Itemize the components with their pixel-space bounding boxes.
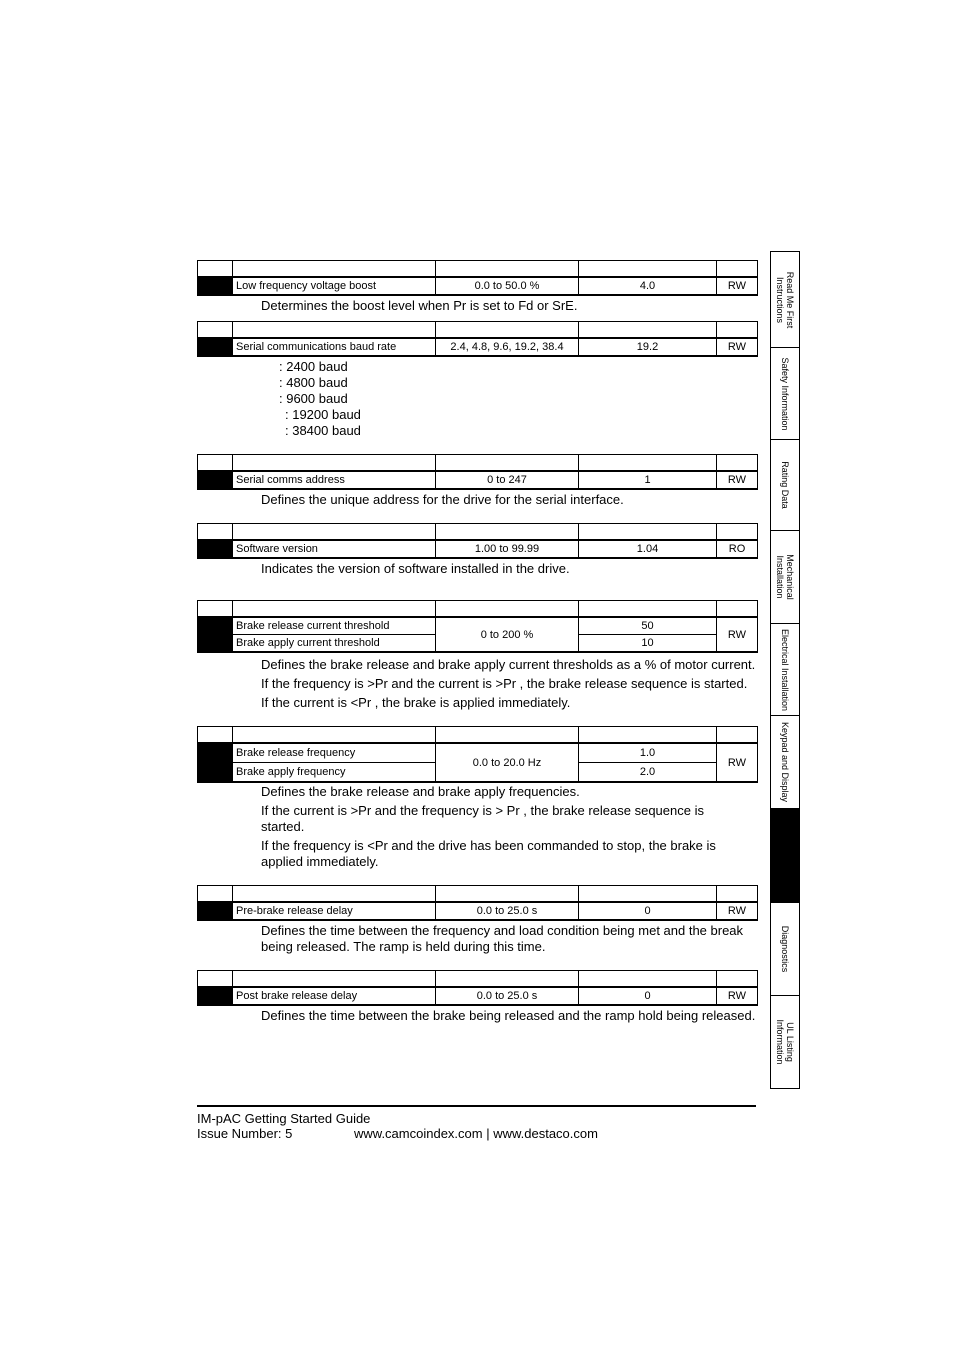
param-description: Defines the unique address for the drive for the serial interface. [261,492,624,507]
param-default: 1.04 [579,540,717,558]
param-default: 0 [579,987,717,1005]
param-name: Brake apply frequency [233,763,436,783]
param-description: Defines the brake release and brake apply frequencies. [261,784,580,799]
param-description: Indicates the version of software installed in the drive. [261,561,570,576]
param-table-brake-frequency [197,726,758,783]
param-default: 1.0 [579,743,717,763]
param-access: RW [717,277,758,295]
param-range: 0.0 to 25.0 s [436,987,579,1005]
footer-issue-number: Issue Number: 5 [197,1126,293,1141]
param-default: 0 [579,902,717,920]
param-range: 0.0 to 25.0 s [436,902,579,920]
tab-current-chapter[interactable] [771,809,799,903]
param-access: RW [717,987,758,1005]
param-number-cell [198,987,233,1005]
param-number-cell [198,902,233,920]
param-name: Post brake release delay [233,987,436,1005]
param-access: RW [717,617,758,652]
baud-option: : 2400 baud [279,359,348,374]
tab-diagnostics[interactable]: Diagnostics [771,903,799,996]
param-number-cell [198,743,233,782]
param-number-cell [198,471,233,489]
param-number-cell [198,617,233,652]
param-default: 4.0 [579,277,717,295]
param-range: 1.00 to 99.99 [436,540,579,558]
param-table-baud-rate [197,321,758,357]
param-access: RW [717,338,758,356]
param-range: 0.0 to 50.0 % [436,277,579,295]
param-access: RW [717,743,758,782]
param-description: Defines the brake release and brake apply current thresholds as a % of motor current. [261,657,756,672]
param-description: If the current is >Pr and the frequency is > Pr , the brake release sequence is started. [261,803,704,834]
baud-option: : 4800 baud [279,375,348,390]
footer-rule [197,1105,756,1107]
param-access: RO [717,540,758,558]
param-name: Software version [233,540,436,558]
tab-mechanical-installation[interactable]: Mechanical Installation [771,531,799,624]
baud-option: : 38400 baud [285,423,361,438]
param-name: Pre-brake release delay [233,902,436,920]
param-range: 0 to 247 [436,471,579,489]
footer-guide-title: IM-pAC Getting Started Guide [197,1111,371,1126]
baud-option: : 9600 baud [279,391,348,406]
footer-website[interactable]: www.camcoindex.com | www.destaco.com [354,1126,598,1141]
param-range: 2.4, 4.8, 9.6, 19.2, 38.4 [436,338,579,356]
param-description: Determines the boost level when Pr is set to Fd or SrE. [261,298,578,313]
param-name: Serial communications baud rate [233,338,436,356]
param-description: If the frequency is >Pr and the current is >Pr , the brake release sequence is started. [261,676,748,691]
param-number-cell [198,277,233,295]
param-table-post-brake-delay [197,970,758,1006]
param-number-cell [198,338,233,356]
baud-option: : 19200 baud [285,407,361,422]
param-default: 19.2 [579,338,717,356]
tab-keypad-and-display[interactable]: Keypad and Display [771,716,799,809]
param-table-brake-current [197,600,758,653]
param-description: Defines the time between the frequency and load condition being met and the break being released. The ramp is held during this time. [261,923,744,954]
tab-read-me-first[interactable]: Read Me First Instructions [771,252,799,348]
param-name: Low frequency voltage boost [233,277,436,295]
param-access: RW [717,902,758,920]
chapter-tabs [770,251,800,1089]
param-table-low-freq-boost [197,260,758,296]
param-range: 0.0 to 20.0 Hz [436,743,579,782]
param-description: If the current is <Pr , the brake is applied immediately. [261,695,571,710]
param-number-cell [198,540,233,558]
param-name: Brake release current threshold [233,617,436,635]
param-name: Brake apply current threshold [233,635,436,653]
param-name: Serial comms address [233,471,436,489]
tab-ul-listing-information[interactable]: UL Listing Information [775,1019,795,1065]
param-name: Brake release frequency [233,743,436,763]
param-default: 50 [579,617,717,635]
param-range: 0 to 200 % [436,617,579,652]
tab-electrical-installation[interactable]: Electrical Installation [771,624,799,716]
param-description: Defines the time between the brake being released and the ramp hold being released. [261,1008,756,1023]
param-table-software-version [197,523,758,559]
param-description: If the frequency is <Pr and the drive has been commanded to stop, the brake is applied immediately. [261,838,716,869]
tab-rating-data[interactable]: Rating Data [771,440,799,531]
param-default: 1 [579,471,717,489]
param-default: 10 [579,635,717,653]
tab-safety-information[interactable]: Safety Information [771,348,799,440]
param-default: 2.0 [579,763,717,783]
param-table-serial-address [197,454,758,490]
param-access: RW [717,471,758,489]
param-table-pre-brake-delay [197,885,758,921]
